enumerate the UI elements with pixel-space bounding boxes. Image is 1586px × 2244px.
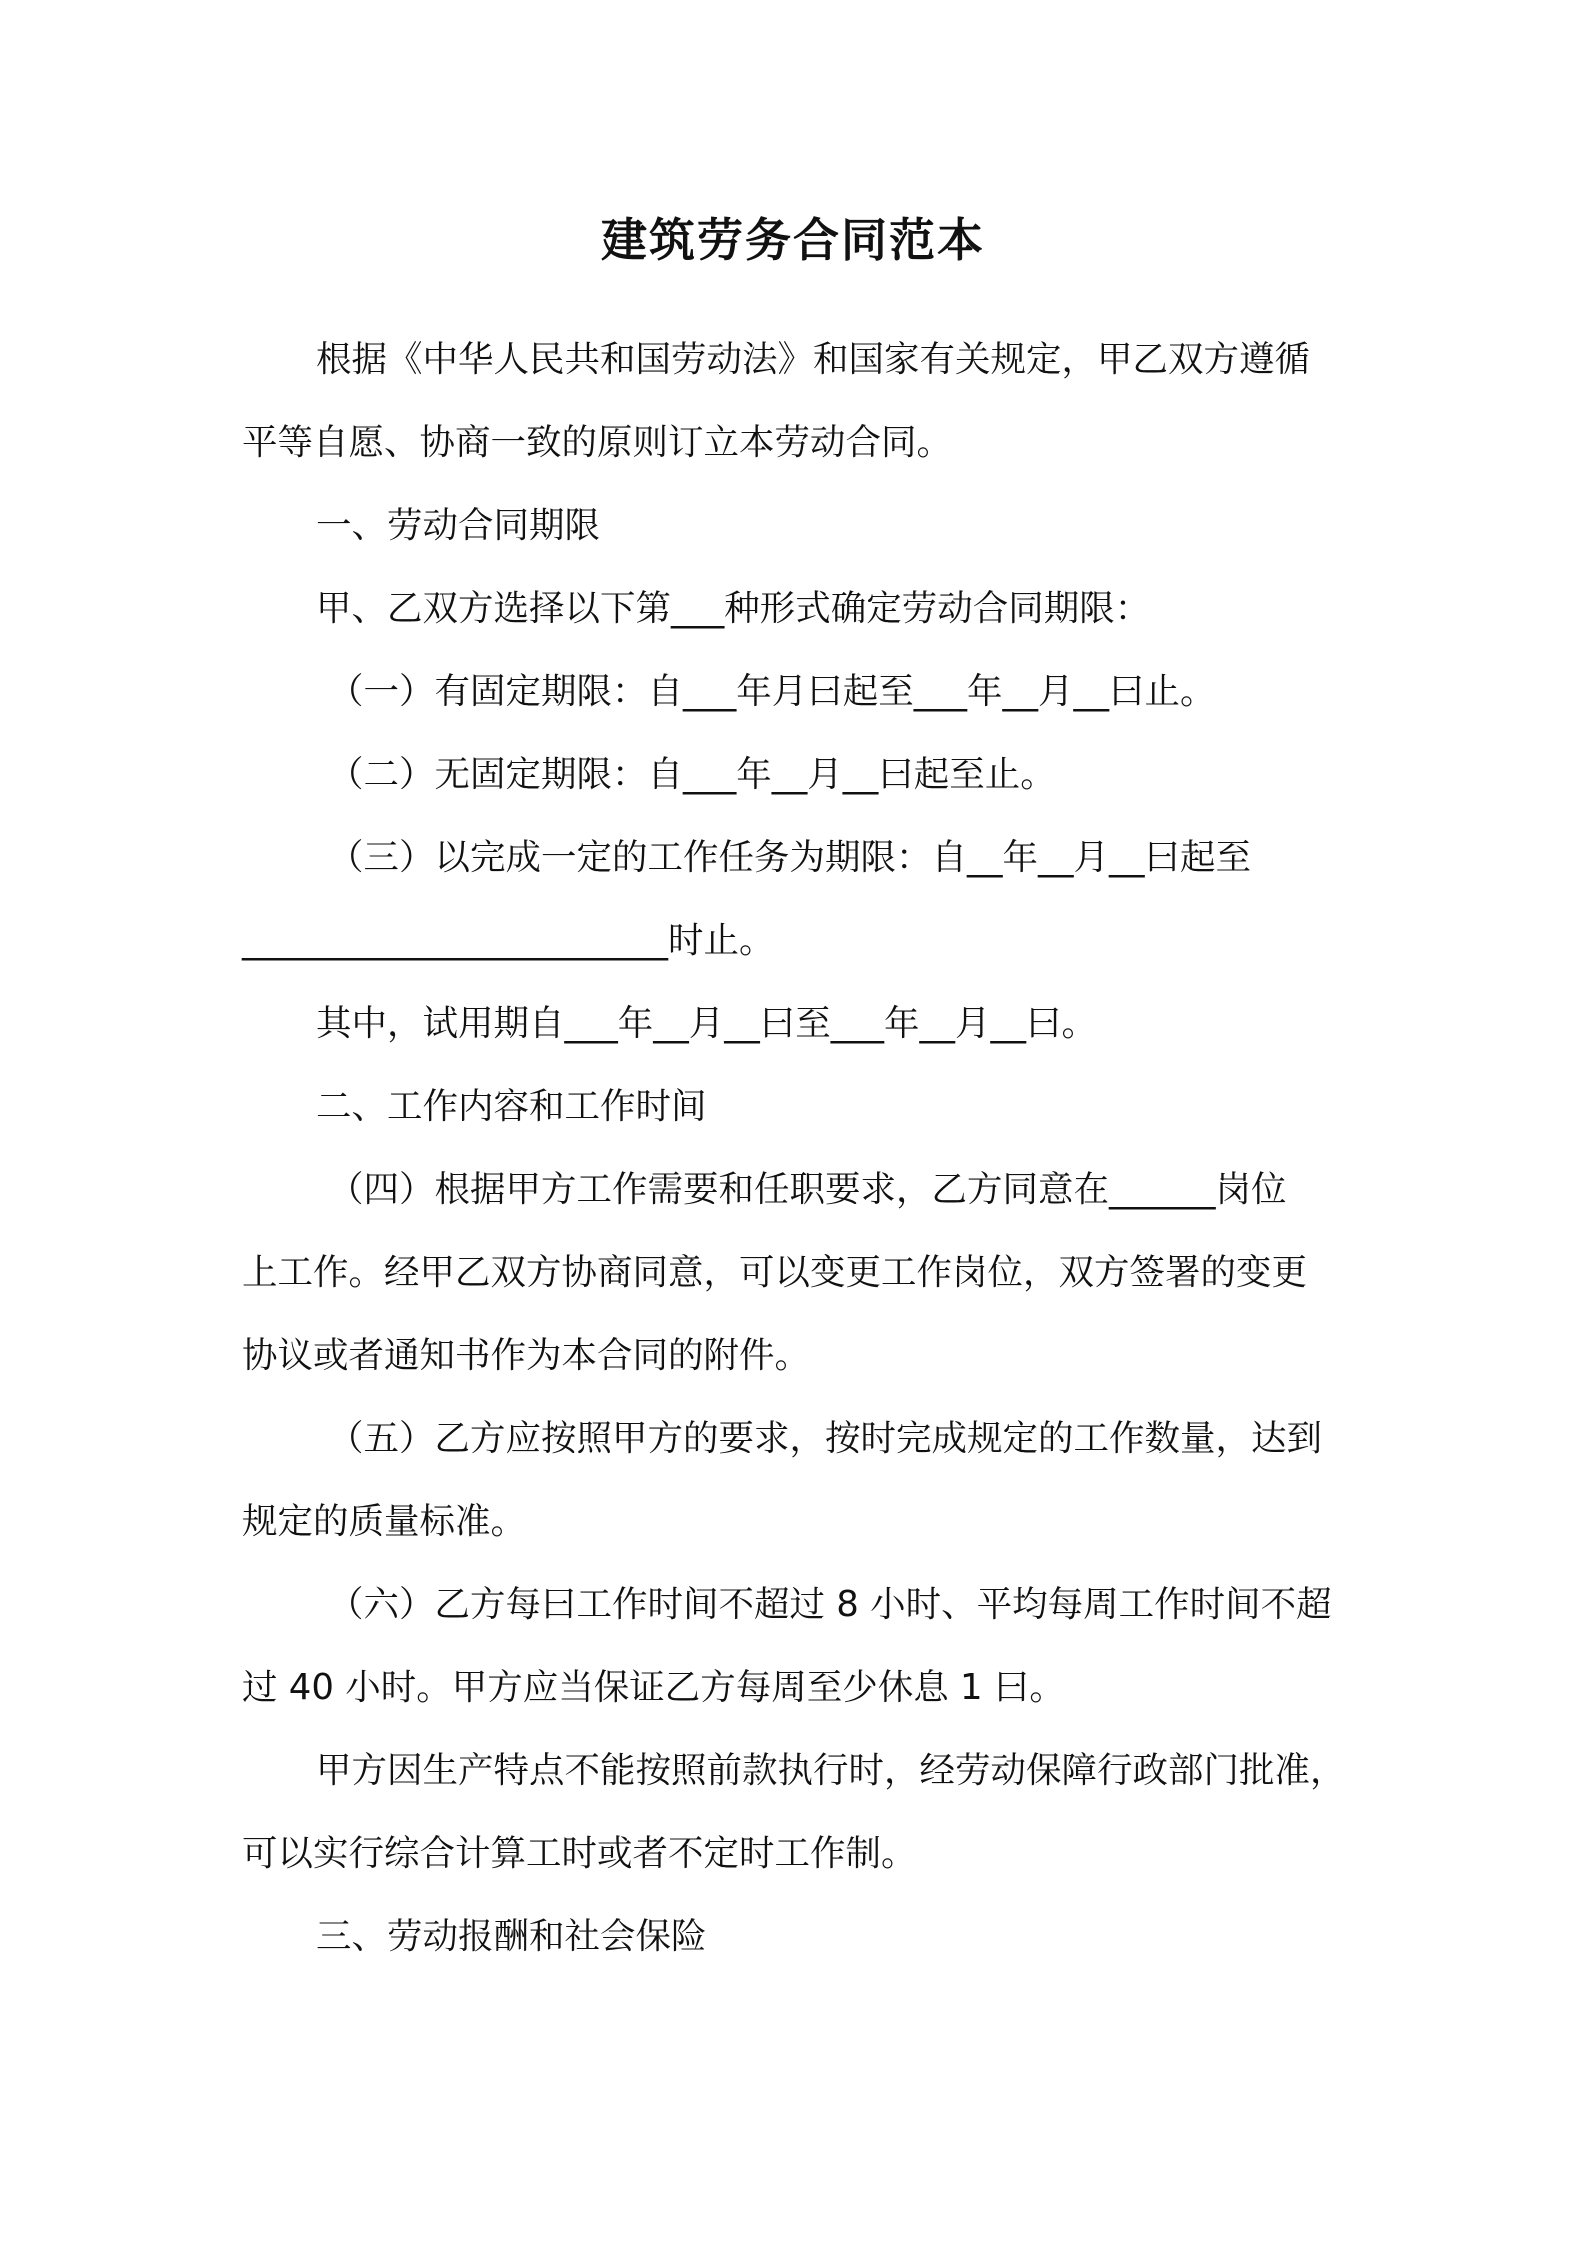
document-body [242,318,1362,1978]
paragraph-line: 过 40 小时。甲方应当保证乙方每周至少休息 1 曰。 [242,1667,1065,1708]
clause-line: （五）乙方应按照甲方的要求，按时完成规定的工作数量，达到 [328,1418,1323,1459]
paragraph-line: 根据《中华人民共和国劳动法》和国家有关规定，甲乙双方遵循 [316,339,1311,380]
clause-line: （二）无固定期限：自___年__月__曰起至止。 [328,754,1056,795]
paragraph-line: 甲、乙双方选择以下第___种形式确定劳动合同期限： [316,588,1151,629]
paragraph-line: 协议或者通知书作为本合同的附件。 [242,1335,811,1376]
clause-line: （一）有固定期限：自___年月曰起至___年__月__曰止。 [328,671,1216,712]
paragraph-line: 规定的质量标准。 [242,1501,527,1542]
section-heading: 二、工作内容和工作时间 [316,1086,707,1127]
paragraph-line: 甲方因生产特点不能按照前款执行时，经劳动保障行政部门批准， [316,1750,1346,1791]
section-heading: 一、劳动合同期限 [316,505,601,546]
document-title: 建筑劳务合同范本 [601,213,985,267]
section-heading: 三、劳动报酬和社会保险 [316,1916,707,1957]
paragraph-line: ________________________时止。 [242,920,775,961]
clause-line: （六）乙方每曰工作时间不超过 8 小时、平均每周工作时间不超 [328,1584,1332,1625]
paragraph-line: 平等自愿、协商一致的原则订立本劳动合同。 [242,422,953,463]
paragraph-line: 可以实行综合计算工时或者不定时工作制。 [242,1833,917,1874]
clause-line: （三）以完成一定的工作任务为期限：自__年__月__曰起至 [328,837,1252,878]
paragraph-line: 上工作。经甲乙双方协商同意，可以变更工作岗位，双方签署的变更 [242,1252,1308,1293]
clause-line: （四）根据甲方工作需要和任职要求，乙方同意在______岗位 [328,1169,1287,1210]
paragraph-line: 其中，试用期自___年__月__曰至___年__月__曰。 [316,1003,1098,1044]
